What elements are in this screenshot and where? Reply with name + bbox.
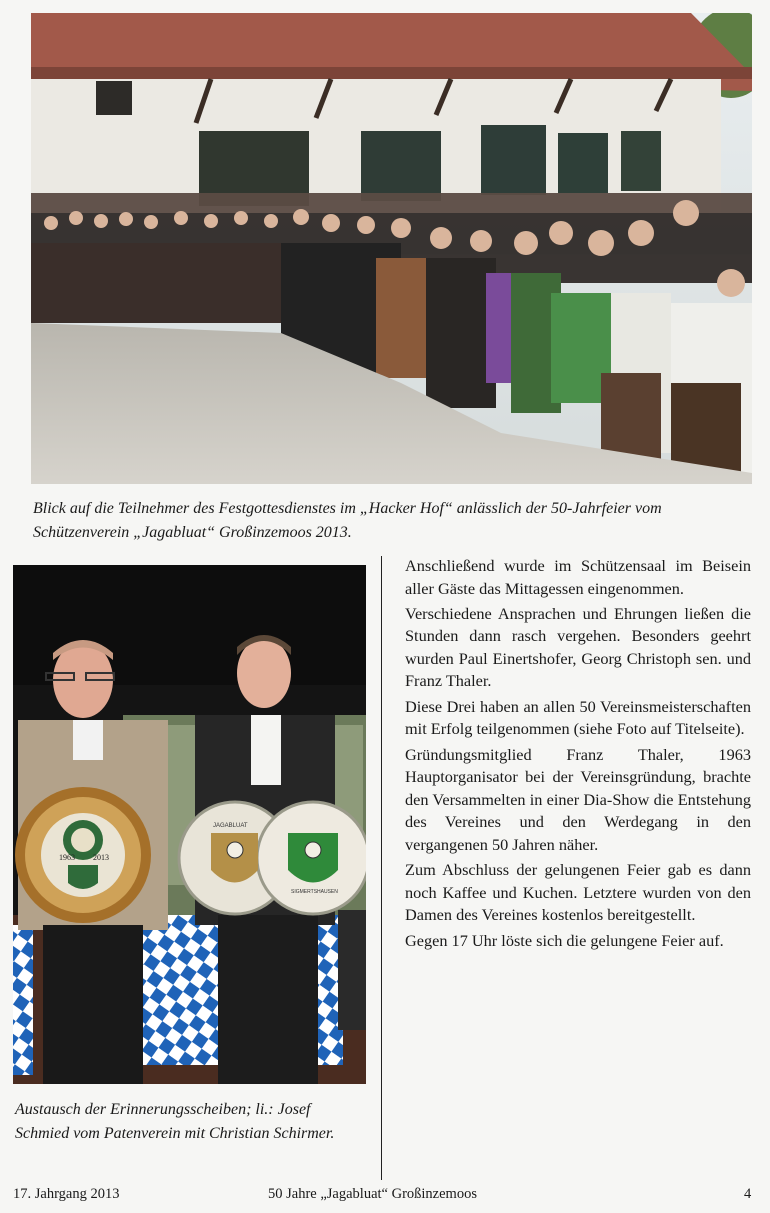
article-text: [405, 555, 751, 955]
article-paragraph-6: Gegen 17 Uhr löste sich die gelungene Feier auf.: [405, 930, 724, 950]
footer-volume: 17. Jahrgang 2013: [13, 1186, 120, 1202]
article-paragraph-4: Gründungsmitglied Franz Thaler, 1963 Hauptorganisator bei der Vereinsgründung, brachte den Versammelten in einer Dia-Show die Entstehung des Vereines und den Werdegang in den vergangenen 50 Jahren näher.: [405, 744, 751, 854]
caption-bottom: Austausch der Erinnerungsscheiben; li.: Josef Schmied vom Patenverein mit Christian Schirmer.: [15, 1101, 335, 1142]
right-plate: [179, 802, 366, 914]
left-plate-year-left: 1963: [59, 853, 75, 862]
column-divider: [381, 556, 382, 1180]
photo-festgottesdienst: [31, 13, 752, 484]
left-plate-year-right: 2013: [93, 853, 109, 862]
article-paragraph-5: Zum Abschluss der gelungenen Feier gab es dann noch Kaffee und Kuchen. Letztere wurden von den Damen des Vereines kostenlos bereitgestellt.: [405, 860, 751, 925]
page-number: 4: [744, 1186, 752, 1202]
right-plate-right-label: SIGMERTSHAUSEN: [291, 889, 338, 895]
article-paragraph-1: Anschließend wurde im Schützensaal im Beisein aller Gäste das Mittagessen eingenommen.: [405, 556, 751, 598]
photo-festgottesdienst-image: [31, 13, 752, 484]
photo-erinnerungsscheiben-image: [13, 565, 366, 1084]
photo-erinnerungsscheiben: [13, 565, 366, 1084]
footer-title: 50 Jahre „Jagabluat“ Großinzemoos: [268, 1186, 477, 1202]
left-plate: [15, 787, 151, 923]
caption-top: Blick auf die Teilnehmer des Festgottesdienstes im „Hacker Hof“ anlässlich der 50-Jahrfeier vom Schützenverein „Jagabluat“ Großinzemoos 2013.: [33, 500, 662, 541]
article-paragraph-3: Diese Drei haben an allen 50 Vereinsmeisterschaften mit Erfolg teilgenommen (siehe Foto auf Titelseite).: [405, 696, 751, 739]
right-plate-left-label: JAGABLUAT: [213, 823, 248, 829]
article-paragraph-2: Verschiedene Ansprachen und Ehrungen ließen die Stunden dann rasch vergehen. Besonders geehrt wurden Paul Einertshofer, Georg Christoph sen. und Franz Thaler.: [405, 603, 751, 691]
